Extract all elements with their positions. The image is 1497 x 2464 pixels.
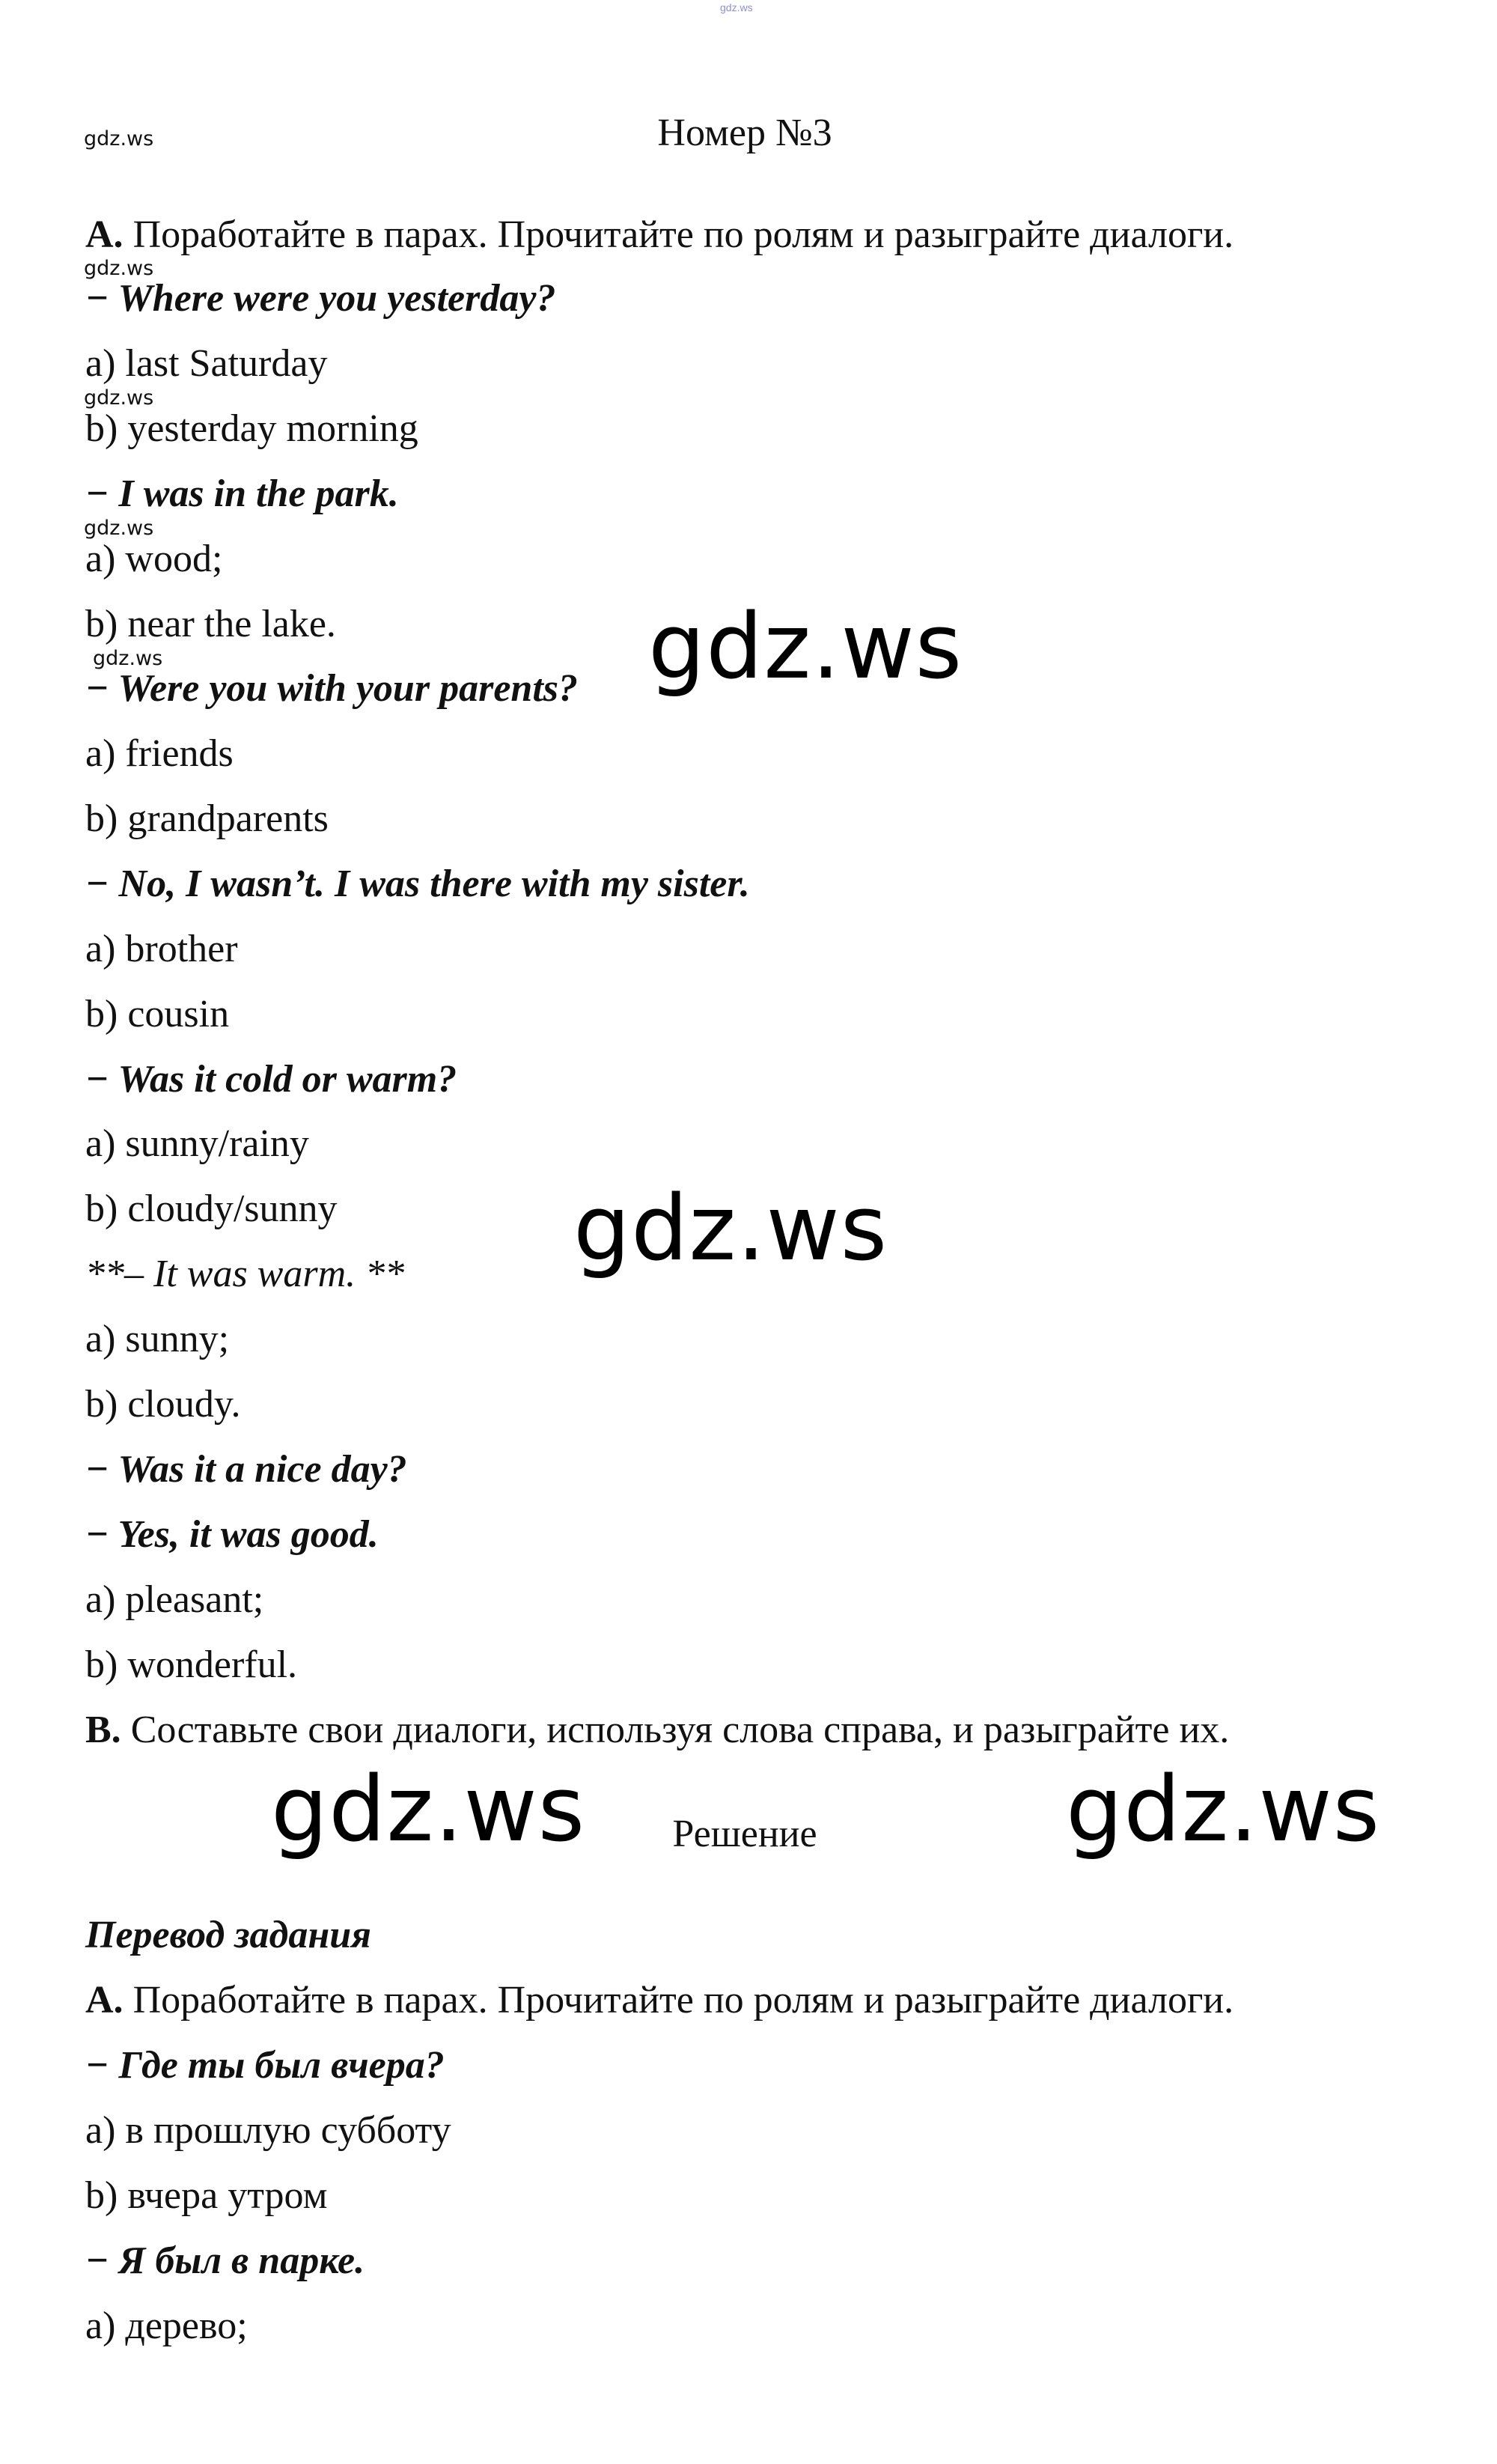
dialogue-line: − Where were you yesterday? [85, 277, 556, 320]
option-line: b) cloudy/sunny [85, 1187, 338, 1230]
small-watermark: gdz.ws [93, 647, 163, 670]
dialogue-line: **– It was warm. ** [85, 1253, 405, 1295]
task-b-text: Составьте свои диалоги, используя слова справа, и разыграйте их. [121, 1709, 1230, 1751]
small-watermark: gdz.ws [84, 257, 154, 280]
page-title: Номер №3 [657, 112, 832, 154]
dialogue-line: − I was in the park. [85, 472, 399, 515]
translation-heading: Перевод задания [85, 1914, 371, 1956]
task-a-letter: A. [85, 213, 124, 256]
task-a-text: Поработайте в парах. Прочитайте по ролям и разыграйте диалоги. [123, 213, 1234, 256]
option-line: b) cloudy. [85, 1383, 241, 1426]
dialogue-line: − Were you with your parents? [85, 667, 578, 710]
option-line: a) pleasant; [85, 1578, 264, 1621]
dialogue-line: − Yes, it was good. [85, 1513, 379, 1556]
translation-dialogue-line: − Где ты был вчера? [85, 2044, 445, 2087]
option-line: a) friends [85, 732, 234, 775]
small-watermark: gdz.ws [84, 386, 154, 410]
translation-task-a-letter: A. [85, 1979, 124, 2022]
task-a-line [85, 213, 1234, 256]
option-line: a) brother [85, 928, 238, 970]
option-line: a) wood; [85, 538, 223, 580]
translation-task-a-line [85, 1981, 1234, 2020]
dialogue-line: − Was it a nice day? [85, 1448, 407, 1491]
top-watermark: gdz.ws [720, 1, 753, 13]
large-watermark: gdz.ws [573, 1177, 888, 1281]
translation-option-line: a) в прошлую субботу [85, 2109, 451, 2152]
task-b-letter: B. [85, 1709, 121, 1751]
large-watermark: gdz.ws [1066, 1758, 1381, 1862]
option-line: b) yesterday morning [85, 407, 418, 450]
option-line: b) near the lake. [85, 603, 336, 645]
translation-option-line: b) вчера утром [85, 2174, 328, 2217]
dialogue-line: − No, I wasn’t. I was there with my sister. [85, 863, 750, 905]
small-watermark: gdz.ws [84, 517, 154, 540]
solution-label: Решение [672, 1813, 817, 1855]
translation-dialogue-line: − Я был в парке. [85, 2239, 365, 2282]
translation-task-a-text: Поработайте в парах. Прочитайте по ролям и разыграйте диалоги. [123, 1979, 1234, 2022]
large-watermark: gdz.ws [271, 1758, 586, 1862]
option-line: b) cousin [85, 993, 230, 1035]
option-line: a) sunny/rainy [85, 1122, 309, 1165]
small-watermark: gdz.ws [84, 127, 154, 150]
option-line: a) last Saturday [85, 342, 328, 385]
option-line: b) grandparents [85, 797, 329, 840]
large-watermark: gdz.ws [648, 595, 963, 699]
dialogue-line: − Was it cold or warm? [85, 1058, 457, 1101]
task-b-line [85, 1711, 1229, 1750]
option-line: a) sunny; [85, 1318, 230, 1360]
option-line: b) wonderful. [85, 1643, 298, 1686]
translation-option-line: a) дерево; [85, 2305, 248, 2347]
